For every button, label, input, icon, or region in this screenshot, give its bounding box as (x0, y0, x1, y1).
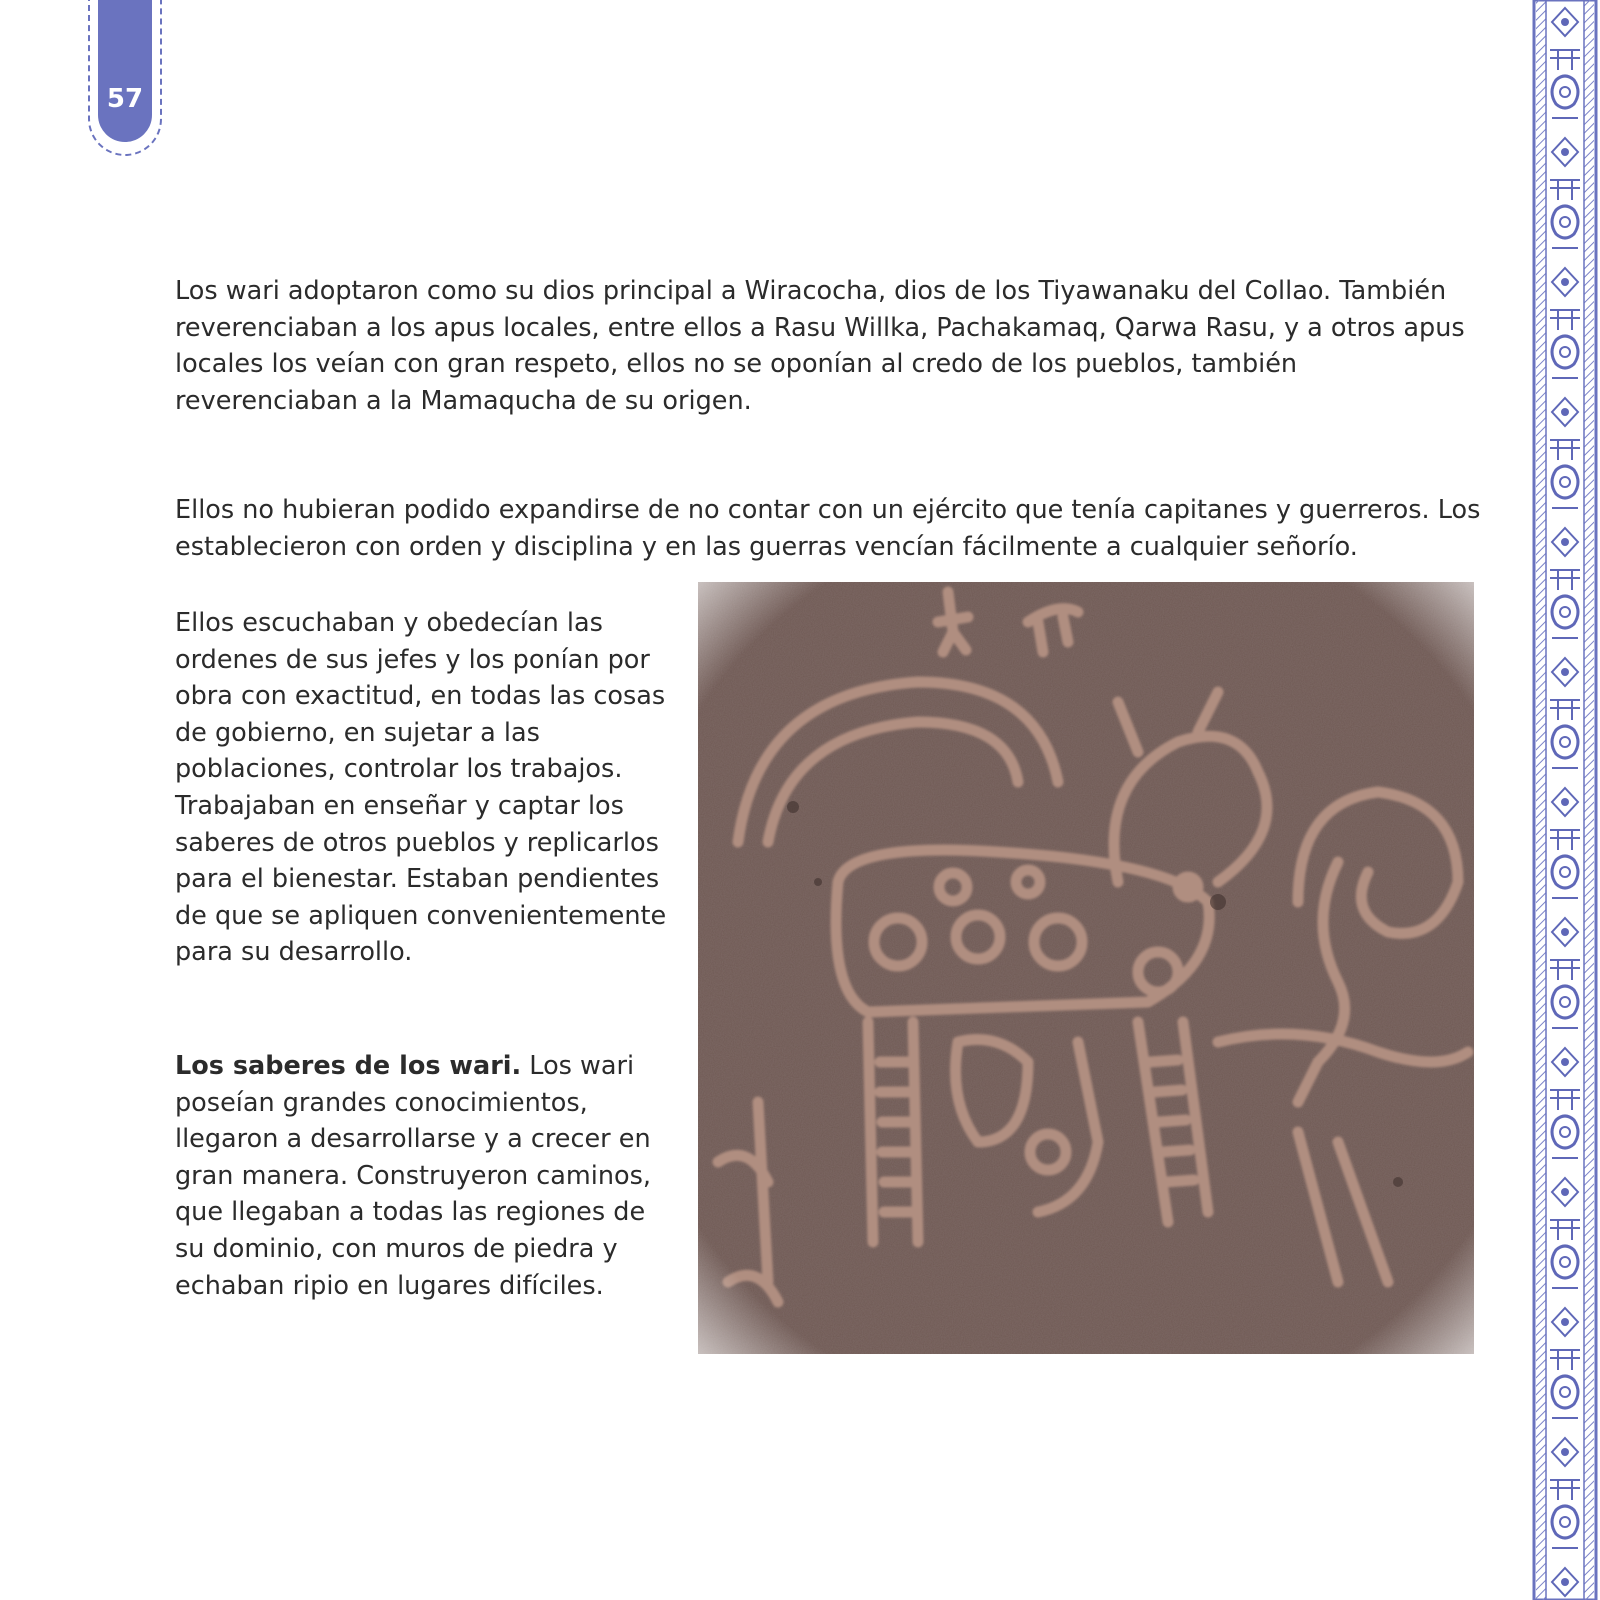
page-number-badge (98, 0, 152, 142)
page-number-tab (88, 0, 162, 156)
section-heading: Los saberes de los wari. (175, 1051, 522, 1081)
paragraph-army: Ellos no hubieran podido expandirse de no contar con un ejército que tenía capitanes y guerreros. Los establecieron con orden y disciplina y en las guerras vencían fácilmente a cualquier señorío. (175, 495, 1481, 562)
paragraph-obedience: Ellos escuchaban y obedecían las ordenes de sus jefes y los ponían por obra con exactitud, en todas las cosas de gobierno, en sujetar a las poblaciones, controlar los trabajos. Trabajaban en enseñar y captar los saberes de otros pueblos y replicarlos para el bienestar. Estaban pendientes de que se apliquen convenientemente para su desarrollo. (175, 608, 667, 968)
paragraph-knowledge (175, 1048, 675, 1304)
page-number: 57 (106, 84, 144, 114)
paragraph-knowledge-body: Los wari poseían grandes conocimientos, llegaron a desarrollarse y a crecer en gran manera. Construyeron caminos, que llegaban a todas las regiones de su dominio, con muros de piedra y echaban ripio en lugares difíciles. (175, 1051, 651, 1301)
petroglyph-photo (698, 582, 1474, 1354)
paragraph-religion: Los wari adoptaron como su dios principal a Wiracocha, dios de los Tiyawanaku del Collao. También reverenciaban a los apus locales, entre ellos a Rasu Willka, Pachakamaq, Qarwa Rasu, y a otros apus locales los veían con gran respeto, ellos no se oponían al credo de los pueblos, también reverenciaban a la Mamaqucha de su origen. (175, 276, 1465, 416)
decorative-border (1530, 0, 1600, 1600)
